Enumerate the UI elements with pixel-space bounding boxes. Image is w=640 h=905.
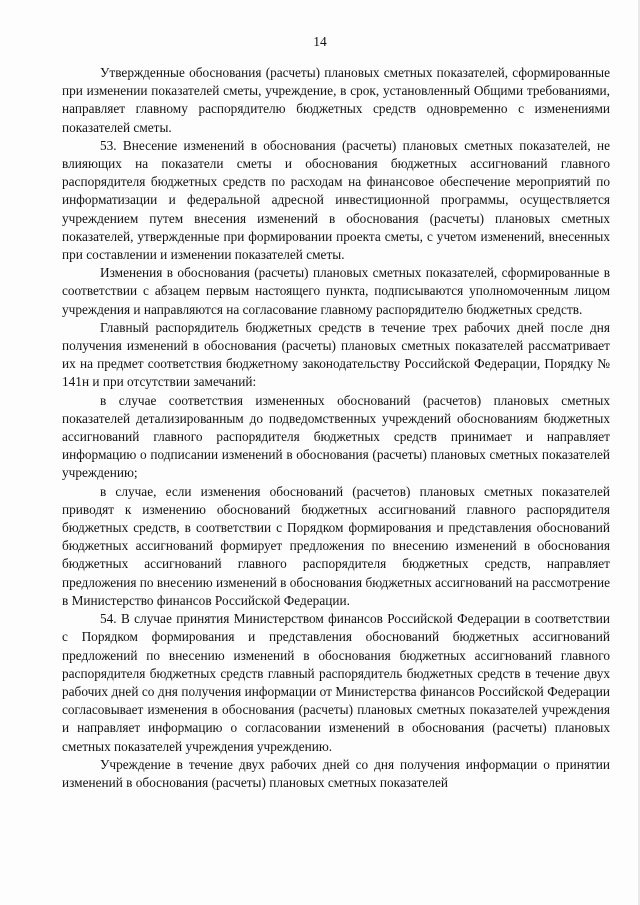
page-number: 14 [313,34,327,49]
paragraph-case-compliance: в случае соответствия измененных обоснований (расчетов) плановых сметных показателей детализированным до подведомственных учреждений обоснованиям бюджетных ассигнований главного распорядителя бюджетных средств принимает и направляет информацию о подписании изменений в обоснования (расчеты) плановых сметных показателей учреждению; [62,392,610,481]
paragraph-main-manager-review: Главный распорядитель бюджетных средств в течение трех рабочих дней после дня получения изменений в обоснования (расчеты) плановых сметных показателей рассматривает их на предмет соответствия бюджетному законодательству Российской Федерации, Порядку № 141н и при отсутствии замечаний: [62,319,610,390]
paragraph-institution-two-days: Учреждение в течение двух рабочих дней со дня получения информации о принятии изменений в обоснования (расчеты) плановых сметных показателей [62,756,610,790]
paragraph-item-53: 53. Внесение изменений в обоснования (расчеты) плановых сметных показателей, не влияющих на показатели сметы и обоснования бюджетных ассигнований главного распорядителя бюджетных средств по расходам на финансовое обеспечение мероприятий по информатизации и федеральной адресной инвестиционной программы, осуществляется учреждением путем внесения изменений в обоснования (расчеты) плановых сметных показателей, утвержденные при формировании проекта сметы, с учетом изменений, внесенных при составлении и изменении показателей сметы. [62,137,610,263]
paragraph-case-changes: в случае, если изменения обоснований (расчетов) плановых сметных показателей приводят к изменению обоснований бюджетных ассигнований главного распорядителя бюджетных средств, в соответствии с Порядком формирования и представления обоснований бюджетных ассигнований формирует предложения по внесению изменений в обоснования бюджетных ассигнований главного распорядителя бюджетных средств, направляет предложения по внесению изменений в обоснования бюджетных ассигнований на рассмотрение в Министерство финансов Российской Федерации. [62,483,610,608]
document-body [62,64,610,792]
paragraph-item-54: 54. В случае принятия Министерством финансов Российской Федерации в соответствии с Порядком формирования и представления обоснований бюджетных ассигнований предложений по внесению изменений в обоснования бюджетных ассигнований главного распорядителя бюджетных средств главный распорядитель бюджетных средств в течение двух рабочих дней со дня получения информации от Министерства финансов Российской Федерации согласовывает изменения в обоснования (расчеты) плановых сметных показателей учреждения и направляет информацию о согласовании изменений в обоснования (расчеты) плановых сметных показателей учреждения учреждению. [62,611,610,754]
paragraph-changes-signed: Изменения в обоснования (расчеты) плановых сметных показателей, сформированные в соответствии с абзацем первым настоящего пункта, подписываются уполномоченным лицом учреждения и направляются на согласование главному распорядителю бюджетных средств. [62,265,610,317]
paragraph-approved-calculations: Утвержденные обоснования (расчеты) плановых сметных показателей, сформированные при изменении показателей сметы, учреждение, в срок, установленный Общими требованиями, направляет главному распорядителю бюджетных средств одновременно с изменениями показателей сметы. [62,65,610,135]
